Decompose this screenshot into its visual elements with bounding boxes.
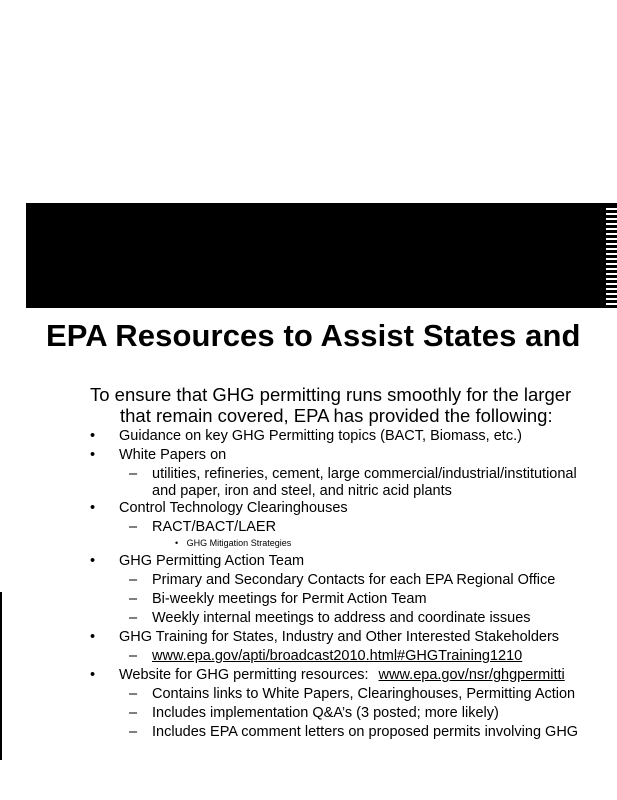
intro-line-1: To ensure that GHG permitting runs smoothly for the larger	[90, 384, 572, 405]
dash-marker: –	[129, 466, 138, 482]
scan-margin-line	[0, 592, 2, 760]
dash-marker: –	[129, 705, 138, 721]
intro-line-2: that remain covered, EPA has provided the following:	[120, 405, 553, 426]
list-item-text: GHG Training for States, Industry and Other Interested Stakeholders	[119, 629, 560, 645]
list-item-text: utilities, refineries, cement, large commercial/industrial/institutional	[152, 466, 577, 482]
list-item-text: GHG Permitting Action Team	[119, 553, 305, 569]
website-label: Website for GHG permitting resources:	[119, 667, 369, 683]
list-item-text: Contains links to White Papers, Clearinghouses, Permitting Action	[152, 686, 576, 702]
redacted-header-block	[26, 203, 617, 308]
dash-marker: –	[129, 610, 138, 626]
list-item-text: Primary and Secondary Contacts for each EPA Regional Office	[152, 572, 556, 588]
list-item-text	[119, 667, 565, 684]
list-item-text: Control Technology Clearinghouses	[119, 500, 348, 516]
bullet-marker: •	[90, 500, 96, 516]
dash-marker: –	[129, 591, 138, 607]
list-item-text: and paper, iron and steel, and nitric acid plants	[152, 483, 452, 499]
dash-marker: –	[129, 648, 138, 664]
redaction-edge-artifact	[606, 205, 617, 305]
dash-marker: –	[129, 572, 138, 588]
dash-marker: –	[129, 519, 138, 535]
training-link[interactable]: www.epa.gov/apti/broadcast2010.html#GHGTraining1210	[152, 648, 523, 664]
bullet-marker: •	[90, 447, 96, 463]
bullet-marker: •	[90, 553, 96, 569]
list-item-text: Includes implementation Q&A’s (3 posted; more likely)	[152, 705, 499, 721]
bullet-marker: •	[90, 629, 96, 645]
slide-title: EPA Resources to Assist States and	[46, 318, 581, 353]
list-item-text: GHG Mitigation Strategies	[186, 538, 292, 548]
list-item-text: Includes EPA comment letters on proposed permits involving GHG	[152, 724, 579, 740]
list-item-text: RACT/BACT/LAER	[152, 519, 277, 535]
bullet-marker: •	[90, 667, 96, 683]
dash-marker: –	[129, 724, 138, 740]
list-item-text: White Papers on	[119, 447, 227, 463]
list-item-text: Weekly internal meetings to address and coordinate issues	[152, 610, 531, 626]
list-subsubitem	[175, 538, 291, 549]
bullet-marker: •	[175, 538, 179, 548]
list-item-text: Guidance on key GHG Permitting topics (BACT, Biomass, etc.)	[119, 428, 522, 444]
intro-paragraph	[90, 384, 571, 426]
ghg-permitting-link[interactable]: www.epa.gov/nsr/ghgpermitti	[378, 667, 565, 683]
bullet-marker: •	[90, 428, 96, 444]
list-item-text: Bi-weekly meetings for Permit Action Team	[152, 591, 427, 607]
dash-marker: –	[129, 686, 138, 702]
